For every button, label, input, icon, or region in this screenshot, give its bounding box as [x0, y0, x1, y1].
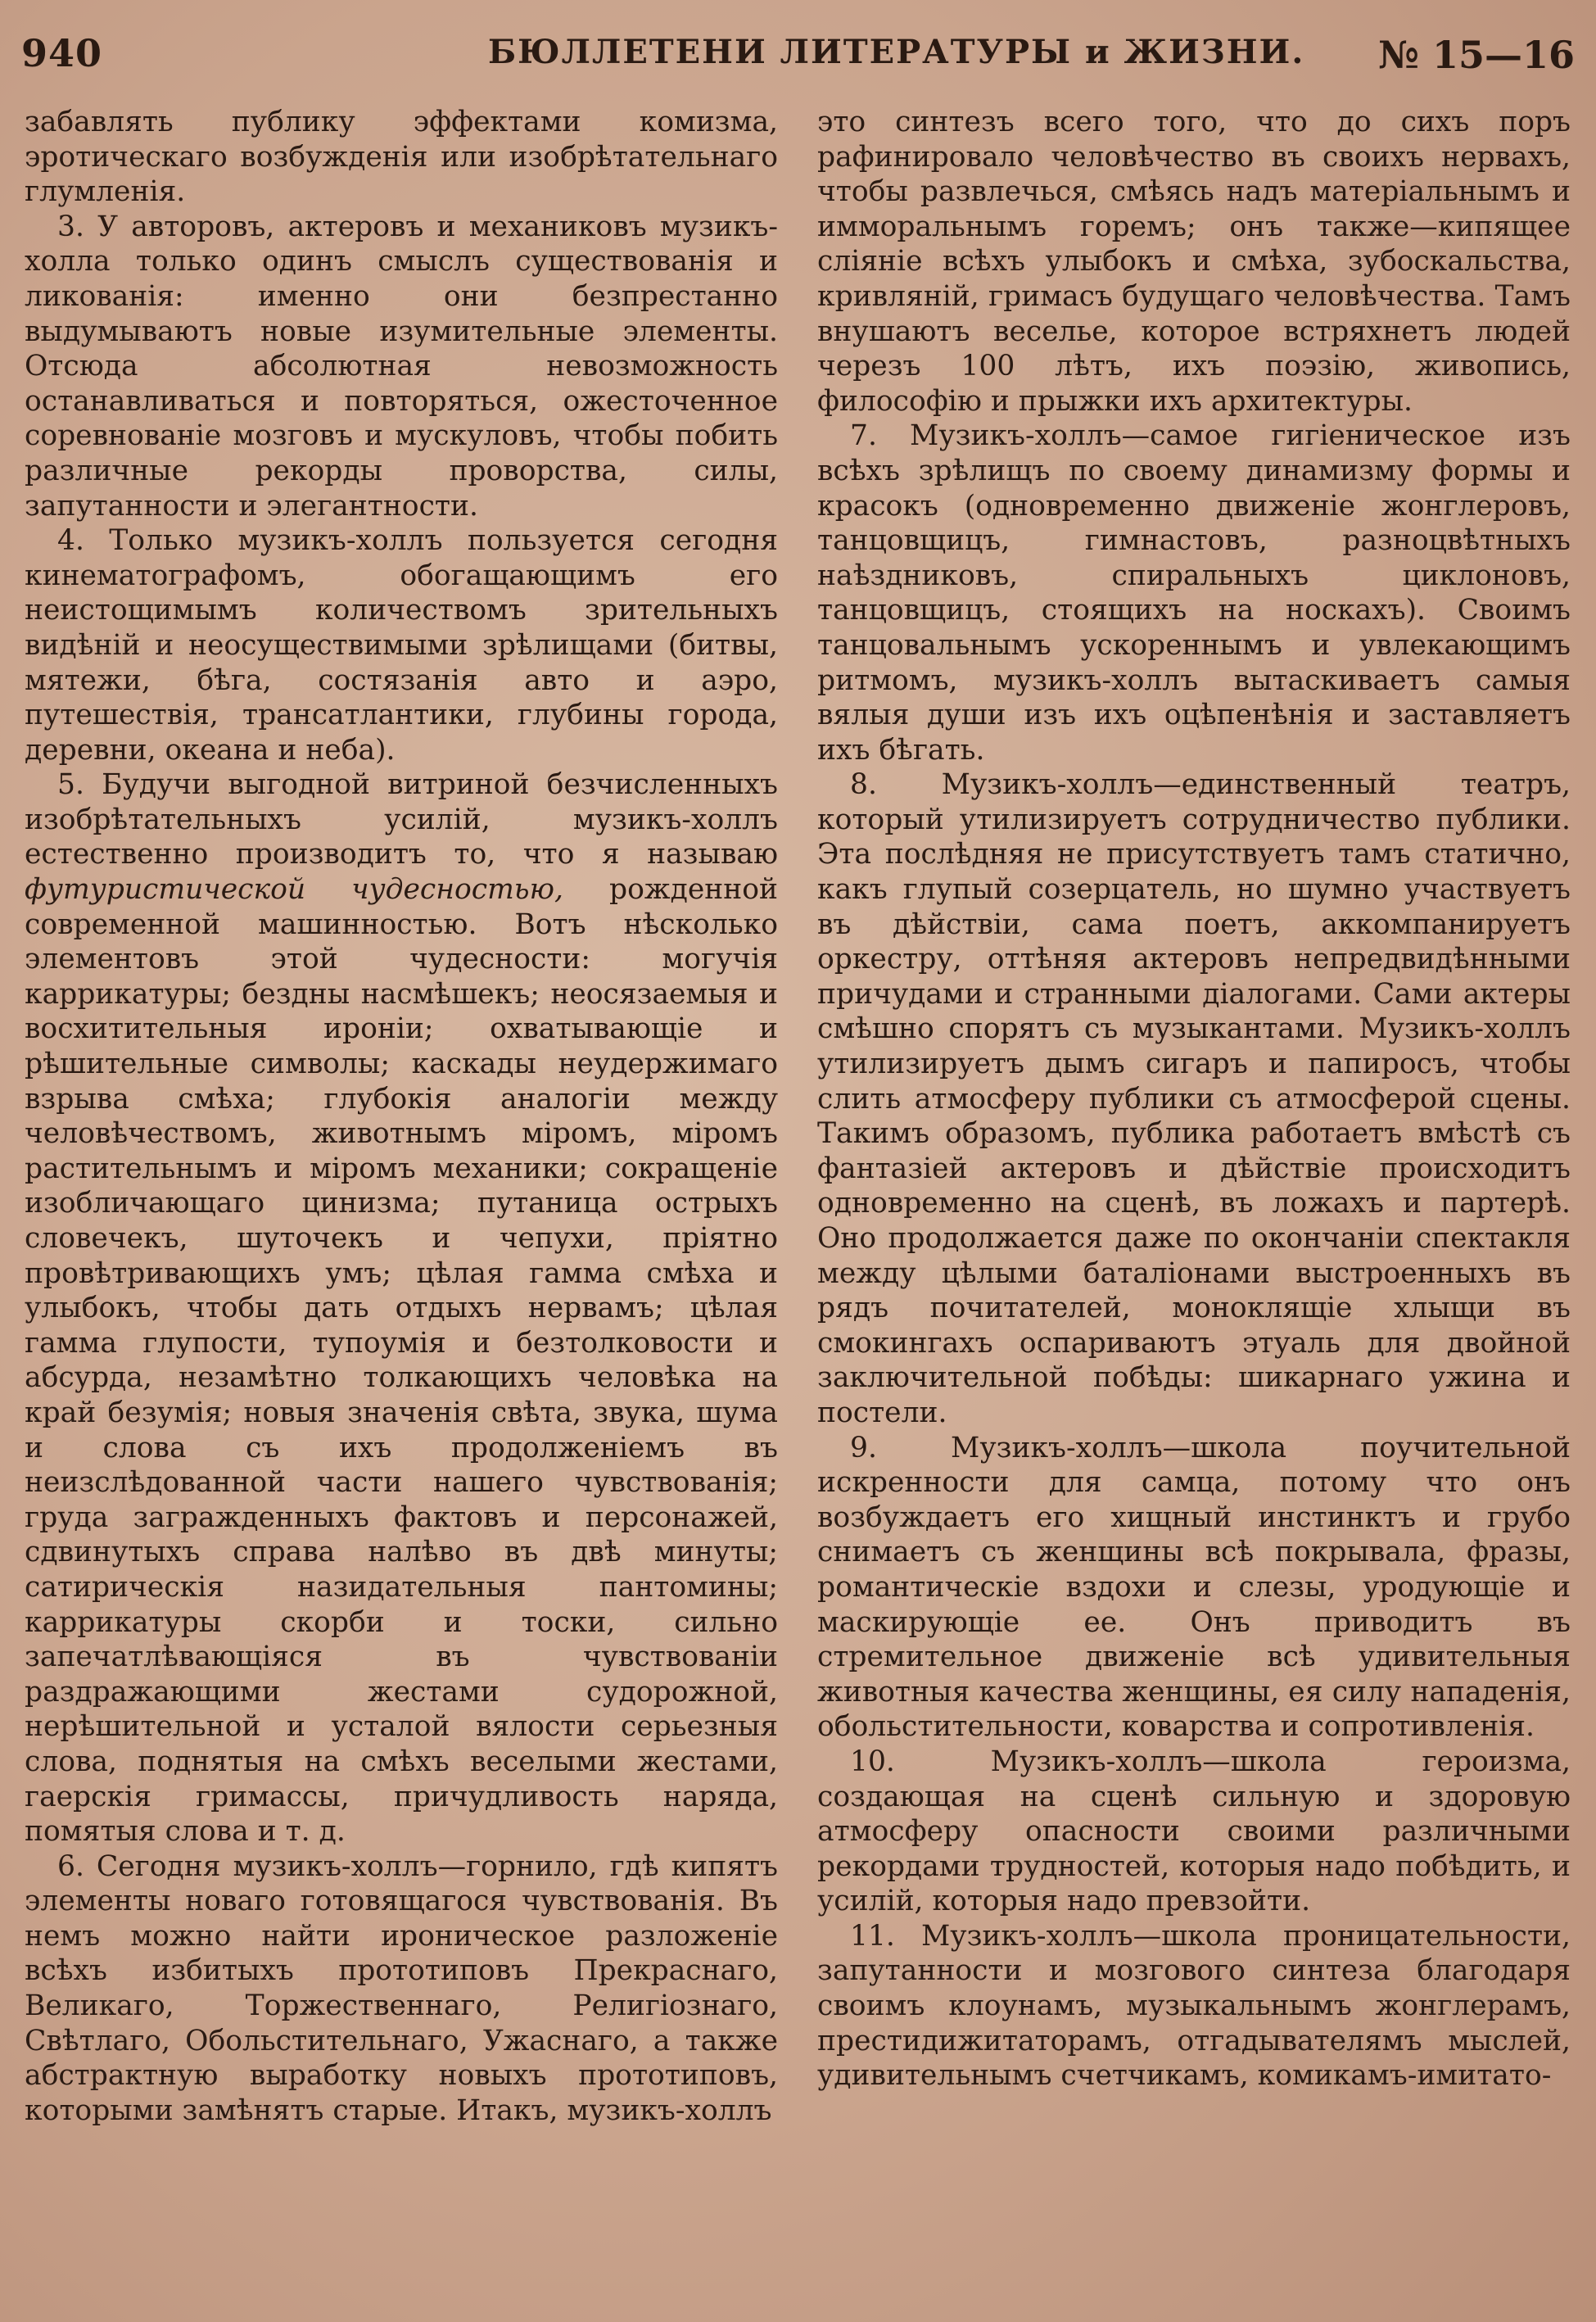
paragraph-5-start: 5. Будучи выгодной витриной безчисленныхъ изобрѣтательныхъ усилій, музикъ-холлъ естественно производитъ то, что я называю: [25, 768, 778, 871]
paragraph-11: 11. Музикъ-холлъ—школа проницательности, запутанности и мозгового синтеза благодаря своимъ клоунамъ, музыкальнымъ жонглерамъ, престидижитаторамъ, отгадывателямъ мыслей, удивительнымъ счетчикамъ, комикамъ-имитато-: [817, 1919, 1571, 2093]
text-columns: [25, 105, 1571, 2308]
paragraph-6: 6. Сегодня музикъ-холлъ—горнило, гдѣ кипятъ элементы новаго готовящагося чувствованія. Въ немъ можно найти ироническое разложеніе всѣхъ избитыхъ прототиповъ Прекраснаго, Великаго, Торжественнаго, Религіознаго, Свѣтлаго, Обольстительнаго, Ужаснаго, а также абстрактную выработку новыхъ прототиповъ, которыми замѣнятъ старые. Итакъ, музикъ-холлъ: [25, 1849, 778, 2127]
page-number: 940: [21, 31, 103, 75]
paragraph-7: 7. Музикъ-холлъ—самое гигіеническое изъ всѣхъ зрѣлищъ по своему динамизму формы и красокъ (одновременно движеніе жонглеровъ, танцовщицъ, гимнастовъ, разноцвѣтныхъ наѣздниковъ, спиральныхъ циклоновъ, танцовщицъ, стоящихъ на носкахъ). Своимъ танцовальнымъ ускореннымъ и увлекающимъ ритмомъ, музикъ-холлъ вытаскиваетъ самыя вялыя души изъ ихъ оцѣпенѣнія и заставляетъ ихъ бѣгать.: [817, 419, 1571, 767]
paragraph-5-rest: рожденной современной машинностью. Вотъ нѣсколько элементовъ этой чудесности: могучія каррикатуры; бездны насмѣшекъ; неосязаемыя и восхитительныя ироніи; охватывающіе и рѣшительные символы; каскады неудержимаго взрыва смѣха; глубокія аналогіи между человѣчествомъ, животнымъ міромъ, міромъ растительнымъ и міромъ механики; сокращеніе изобличающаго цинизма; путаница острыхъ словечекъ, шуточекъ и чепухи, пріятно провѣтривающихъ умъ; цѣлая гамма смѣха и улыбокъ, чтобы дать отдыхъ нервамъ; цѣлая гамма глупости, тупоумія и безтолковости и абсурда, незамѣтно толкающихъ человѣка на край безумія; новыя значенія свѣта, звука, шума и слова съ ихъ продолженіемъ въ неизслѣдованной части нашего чувствованія; груда загражденныхъ фактовъ и персонажей, сдвинутыхъ справа налѣво въ двѣ минуты; сатирическія назидательныя пантомины; каррикатуры скорби и тоски, сильно запечатлѣвающіяся въ чувствованіи раздражающими жестами судорожной, нерѣшительной и усталой вялости серьезныя слова, поднятыя на смѣхъ веселыми жестами, гаерскія гримассы, причудливость наряда, помятыя слова и т. д.: [25, 873, 778, 1849]
paragraph-4: 4. Только музикъ-холлъ пользуется сегодня кинематографомъ, обогащающимъ его неистощимымъ количествомъ зрительныхъ видѣній и неосуществимыми зрѣлищами (битвы, мятежи, бѣга, состязанія авто и аэро, путешествія, трансатлантики, глубины города, деревни, океана и неба).: [25, 524, 778, 767]
right-column: [817, 105, 1571, 2308]
running-title: БЮЛЛЕТЕНИ ЛИТЕРАТУРЫ и ЖИЗНИ.: [488, 33, 1305, 71]
italic-term: футуристической чудесностью,: [25, 873, 563, 907]
paragraph-8: 8. Музикъ-холлъ—единственный театръ, который утилизируетъ сотрудничество публики. Эта послѣдняя не присутствуетъ тамъ статично, какъ глупый созерцатель, но шумно участвуетъ въ дѣйствіи, сама поетъ, аккомпанируетъ оркестру, оттѣняя актеровъ непредвидѣнными причудами и странными діалогами. Сами актеры смѣшно спорятъ съ музыкантами. Музикъ-холлъ утилизируетъ дымъ сигаръ и папиросъ, чтобы слить атмосферу публики съ атмосферой сцены. Такимъ образомъ, публика работаетъ вмѣстѣ съ фантазіей актеровъ и дѣйствіе происходитъ одновременно на сценѣ, въ ложахъ и партерѣ. Оно продолжается даже по окончаніи спектакля между цѣлыми баталіонами выстроенныхъ въ рядъ почитателей, моноклящіе хлыщи въ смокингахъ оспариваютъ этуаль для двойной заключительной побѣды: шикарнаго ужина и постели.: [817, 768, 1571, 1429]
paragraph-3: 3. У авторовъ, актеровъ и механиковъ музикъ-холла только одинъ смыслъ существованія и ликованія: именно они безпрестанно выдумываютъ новые изумительные элементы. Отсюда абсолютная невозможность останавливаться и повторяться, ожесточенное соревнованіе мозговъ и мускуловъ, чтобы побить различные рекорды проворства, силы, запутанности и элегантности.: [25, 210, 778, 523]
paragraph-continuation: забавлять публику эффектами комизма, эротическаго возбужденія или изобрѣтательнаго глумленія.: [25, 106, 778, 209]
paragraph-9: 9. Музикъ-холлъ—школа поучительной искренности для самца, потому что онъ возбуждаетъ его хищный инстинктъ и грубо снимаетъ съ женщины всѣ покрывала, фразы, романтическіе вздохи и слезы, уродующіе и маскирующіе ее. Онъ приводитъ въ стремительное движеніе всѣ удивительныя животныя качества женщины, ея силу нападенія, обольстительности, коварства и сопротивленія.: [817, 1431, 1571, 1744]
paragraph-10: 10. Музикъ-холлъ—школа героизма, создающая на сценѣ сильную и здоровую атмосферу опасности своими различными рекордами трудностей, которыя надо побѣдить, и усилій, которыя надо превзойти.: [817, 1745, 1571, 1918]
issue-number: № 15—16: [1377, 33, 1575, 77]
paragraph-5: [25, 767, 778, 1849]
left-column: [25, 105, 778, 2308]
running-header: [21, 23, 1575, 80]
paragraph-continuation-right: это синтезъ всего того, что до сихъ поръ рафинировало человѣчество въ своихъ нервахъ, чтобы развлечься, смѣясь надъ матеріальнымъ и имморальнымъ горемъ; онъ также—кипящее сліяніе всѣхъ улыбокъ и смѣха, зубоскальства, кривляній, гримасъ будущаго человѣчества. Тамъ внушаютъ веселье, которое встряхнетъ людей черезъ 100 лѣтъ, ихъ поэзію, живопись, философію и прыжки ихъ архитектуры.: [817, 106, 1571, 418]
